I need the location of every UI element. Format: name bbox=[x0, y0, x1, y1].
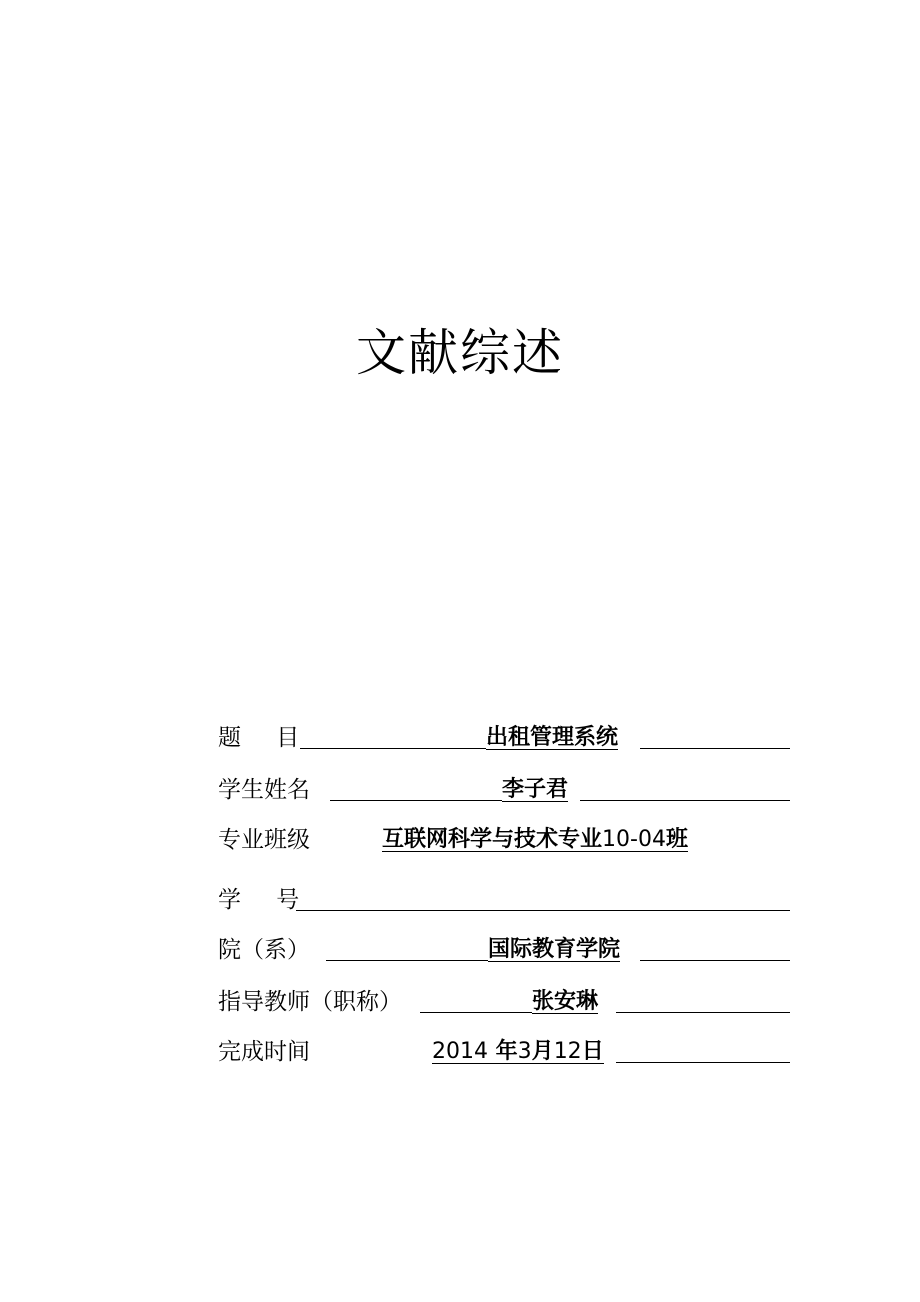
field-label-student-name: 学生姓名 bbox=[218, 777, 310, 803]
class-number: 10-04 bbox=[602, 827, 666, 852]
field-label-advisor: 指导教师（职称） bbox=[218, 989, 402, 1015]
field-student-name bbox=[0, 770, 920, 810]
underline bbox=[330, 800, 502, 801]
field-completion-time bbox=[0, 1032, 920, 1072]
field-value-advisor: 张安琳 bbox=[532, 982, 598, 1014]
field-department bbox=[0, 930, 920, 970]
underline bbox=[580, 800, 790, 801]
underline bbox=[640, 960, 790, 961]
underline bbox=[420, 1012, 532, 1013]
field-topic bbox=[0, 718, 920, 758]
field-value-department: 国际教育学院 bbox=[488, 930, 620, 962]
field-major-class bbox=[0, 820, 920, 860]
month-unit: 月 bbox=[531, 1039, 554, 1064]
underline bbox=[640, 748, 790, 749]
field-value-completion-time bbox=[432, 1032, 604, 1064]
field-label-student-id: 学 号 bbox=[218, 887, 314, 913]
class-suffix: 班 bbox=[665, 827, 688, 852]
field-label-topic: 题 目 bbox=[218, 725, 314, 751]
month: 3 bbox=[517, 1039, 532, 1064]
underline bbox=[326, 960, 488, 961]
year-unit: 年 bbox=[488, 1039, 518, 1064]
underline bbox=[300, 748, 486, 749]
field-value-student-name: 李子君 bbox=[502, 770, 568, 802]
underline bbox=[616, 1062, 790, 1063]
field-advisor bbox=[0, 982, 920, 1022]
field-student-id bbox=[0, 880, 920, 920]
field-label-completion-time: 完成时间 bbox=[218, 1039, 310, 1065]
field-label-department: 院（系） bbox=[218, 937, 310, 963]
field-label-major-class: 专业班级 bbox=[218, 827, 310, 853]
document-title: 文献综述 bbox=[356, 324, 564, 382]
field-value-major-class bbox=[382, 820, 688, 852]
day-unit: 日 bbox=[581, 1039, 604, 1064]
day: 12 bbox=[553, 1039, 582, 1064]
underline bbox=[296, 910, 790, 911]
year: 2014 bbox=[432, 1039, 488, 1064]
underline bbox=[616, 1012, 790, 1013]
field-value-topic: 出租管理系统 bbox=[486, 718, 618, 750]
major-name: 互联网科学与技术专业 bbox=[382, 827, 603, 852]
